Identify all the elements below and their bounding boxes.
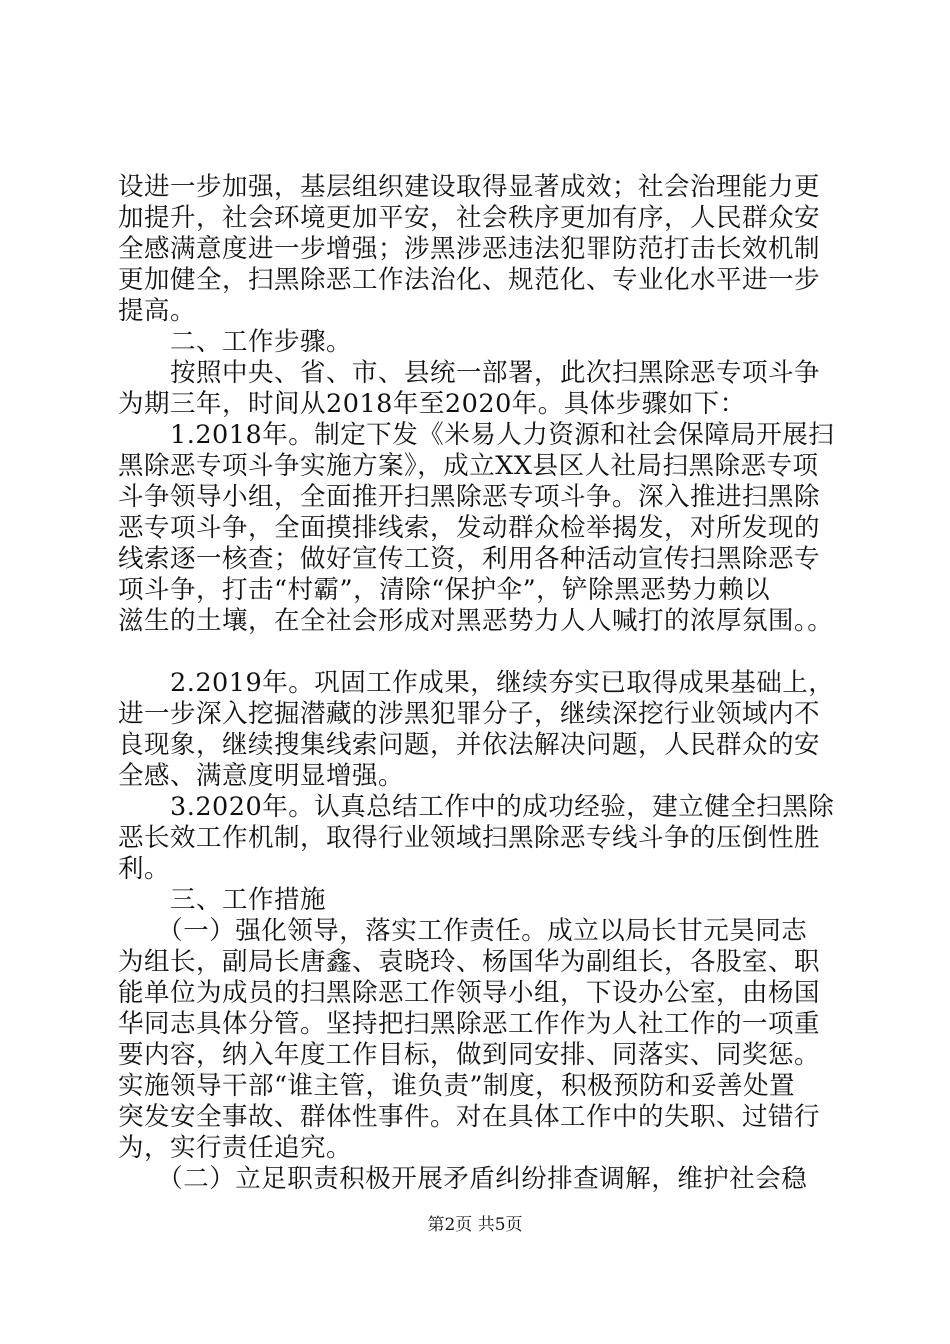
text-line: 良现象，继续搜集线索问题，并依法解决问题，人民群众的安	[118, 730, 821, 760]
text-line: 为，实行责任追究。	[118, 1133, 353, 1163]
text-line: 突发安全事故、群体性事件。对在具体工作中的失职、过错行	[118, 1102, 821, 1132]
text-line: （一）强化领导，落实工作责任。成立以局长甘元昊同志	[118, 916, 808, 946]
text-line: 黑除恶专项斗争实施方案》，成立XX县区人社局扫黑除恶专项	[118, 451, 819, 481]
text-line: 为期三年，时间从2018年至2020年。具体步骤如下：	[118, 389, 746, 419]
text-line: 线索逐一核查；做好宣传工资，利用各种活动宣传扫黑除恶专	[118, 544, 821, 574]
text-line: 加提升，社会环境更加平安，社会秩序更加有序，人民群众安	[118, 203, 821, 233]
text-line: 提高。	[118, 296, 197, 326]
text-line: 全感、满意度明显增强。	[118, 761, 405, 791]
text-line: 斗争领导小组，全面推开扫黑除恶专项斗争。深入推进扫黑除	[118, 482, 821, 512]
text-line: 项斗争，打击“村霸”，清除“保护伞”，铲除黑恶势力赖以	[118, 575, 771, 605]
text-line: 华同志具体分管。坚持把扫黑除恶工作作为人社工作的一项重	[118, 1009, 821, 1039]
text-line: 全感满意度进一步增强；涉黑涉恶违法犯罪防范打击长效机制	[118, 234, 821, 264]
blank-line	[118, 637, 848, 668]
text-line: 恶专项斗争，全面摸排线索，发动群众检举揭发，对所发现的	[118, 513, 821, 543]
section-heading: 二、工作步骤。	[118, 327, 353, 357]
text-line: 能单位为成员的扫黑除恶工作领导小组，下设办公室，由杨国	[118, 978, 821, 1008]
document-body	[118, 172, 848, 1195]
text-line: 利。	[118, 854, 171, 884]
section-heading: 三、工作措施	[118, 885, 327, 915]
text-line: 滋生的土壤，在全社会形成对黑恶势力人人喊打的浓厚氛围。。	[118, 606, 834, 636]
page-number-footer: 第2页 共5页	[427, 1215, 523, 1235]
text-line: 设进一步加强，基层组织建设取得显著成效；社会治理能力更	[118, 172, 821, 202]
text-line: 2.2019年。巩固工作成果，继续夯实已取得成果基础上，	[118, 668, 835, 698]
text-line: 进一步深入挖掘潜藏的涉黑犯罪分子，继续深挖行业领域内不	[118, 699, 821, 729]
text-line: 实施领导干部“谁主管，谁负责”制度，积极预防和妥善处置	[118, 1071, 796, 1101]
text-line: 恶长效工作机制，取得行业领域扫黑除恶专线斗争的压倒性胜	[118, 823, 821, 853]
text-line: （二）立足职责积极开展矛盾纠纷排查调解，维护社会稳	[118, 1164, 808, 1194]
text-line: 要内容，纳入年度工作目标，做到同安排、同落实、同奖惩。	[118, 1040, 821, 1070]
text-line: 更加健全，扫黑除恶工作法治化、规范化、专业化水平进一步	[118, 265, 821, 295]
text-line: 为组长，副局长唐鑫、袁晓玲、杨国华为副组长，各股室、职	[118, 947, 821, 977]
text-line: 1.2018年。制定下发《米易人力资源和社会保障局开展扫	[118, 420, 835, 450]
text-line: 按照中央、省、市、县统一部署，此次扫黑除恶专项斗争	[118, 358, 821, 388]
text-line: 3.2020年。认真总结工作中的成功经验，建立健全扫黑除	[118, 792, 835, 822]
